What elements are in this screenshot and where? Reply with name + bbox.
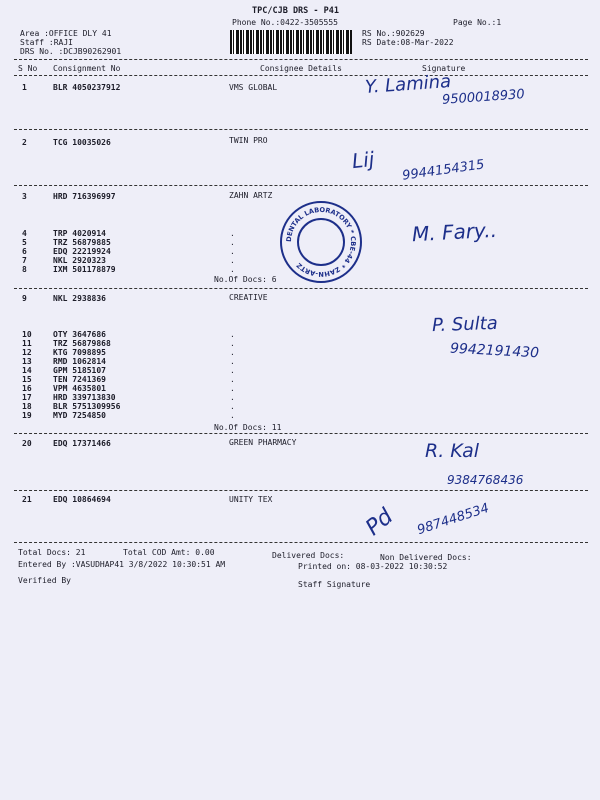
row-number: 3 [22, 192, 27, 201]
consignment-number: KTG 7098895 [53, 348, 106, 357]
consignment-number: OTY 3647686 [53, 330, 106, 339]
rs-date: RS Date:08-Mar-2022 [362, 38, 454, 47]
printed-on: Printed on: 08-03-2022 10:30:52 [298, 562, 448, 571]
consignment-number: EDQ 22219924 [53, 247, 111, 256]
staff-field: Staff :RAJI [20, 38, 73, 47]
divider [14, 59, 588, 60]
consignment-number: RMD 1062814 [53, 357, 106, 366]
consignment-number: TRZ 56879885 [53, 238, 111, 247]
consignment-number: HRD 339713830 [53, 393, 116, 402]
signature-1: Y. Lamina [364, 71, 452, 98]
row-number: 6 [22, 247, 27, 256]
row-number: 2 [22, 138, 27, 147]
row-number: 20 [22, 439, 32, 448]
consignment-number: BLR 4050237912 [53, 83, 121, 92]
row-number: 11 [22, 339, 32, 348]
phone-number: Phone No.:0422-3505555 [232, 18, 338, 27]
row-number: 4 [22, 229, 27, 238]
divider [14, 185, 588, 186]
divider [14, 433, 588, 434]
consignee-name: . [230, 339, 235, 348]
row-number: 7 [22, 256, 27, 265]
consignee-name: UNITY TEX [229, 495, 273, 504]
consignment-number: EDQ 17371466 [53, 439, 111, 448]
consignment-number: MYD 7254850 [53, 411, 106, 420]
consignee-name: . [230, 402, 235, 411]
consignment-number: BLR 5751309956 [53, 402, 121, 411]
divider [14, 490, 588, 491]
docs-count: No.Of Docs: 11 [214, 423, 282, 432]
consignee-name: . [230, 375, 235, 384]
row-number: 17 [22, 393, 32, 402]
col-header-signature: Signature [422, 64, 466, 73]
consignee-name: . [230, 238, 235, 247]
total-cod-amount: Total COD Amt: 0.00 [123, 548, 215, 557]
signature-2: Lij [350, 146, 376, 174]
consignment-number: GPM 5185107 [53, 366, 106, 375]
row-number: 21 [22, 495, 32, 504]
row-number: 16 [22, 384, 32, 393]
consignment-number: IXM 501178879 [53, 265, 116, 274]
divider [14, 75, 588, 76]
drs-number: DRS No. :DCJB90262901 [20, 47, 122, 56]
consignee-name: . [230, 384, 235, 393]
area-field: Area :OFFICE DLY 41 [20, 29, 112, 38]
signature-4: P. Sulta [431, 312, 499, 337]
total-docs: Total Docs: 21 [18, 548, 86, 557]
entered-by: Entered By :VASUDHAP41 3/8/2022 10:30:51 AM [18, 560, 226, 569]
consignment-number: HRD 716396997 [53, 192, 116, 201]
row-number: 14 [22, 366, 32, 375]
divider [14, 542, 588, 543]
dental-lab-stamp [280, 201, 362, 283]
delivered-docs: Delivered Docs: [272, 551, 345, 560]
row-number: 9 [22, 294, 27, 303]
signature-6-phone: 987448534 [415, 500, 491, 539]
consignment-number: NKL 2920323 [53, 256, 106, 265]
barcode [230, 30, 352, 54]
consignee-name: VMS GLOBAL [229, 83, 278, 92]
consignee-name: . [230, 357, 235, 366]
consignee-name: CREATIVE [229, 293, 268, 302]
consignee-name: ZAHN ARTZ [229, 191, 273, 200]
verified-by-label: Verified By [18, 576, 71, 585]
consignment-number: TRP 4020914 [53, 229, 106, 238]
divider [14, 129, 588, 130]
row-number: 18 [22, 402, 32, 411]
svg-text:DENTAL LABORATORY * CBE-44 * Z: DENTAL LABORATORY * CBE-44 * ZAHN-ARTZ [284, 205, 358, 279]
col-header-consignee: Consignee Details [260, 64, 342, 73]
consignment-number: TCG 10035026 [53, 138, 111, 147]
page-number: Page No.:1 [453, 18, 502, 27]
consignee-name: . [230, 247, 235, 256]
consignee-name: . [230, 411, 235, 420]
col-header-sno: S No [18, 64, 38, 73]
consignment-number: TEN 7241369 [53, 375, 106, 384]
row-number: 15 [22, 375, 32, 384]
row-number: 13 [22, 357, 32, 366]
staff-signature-label: Staff Signature [298, 580, 371, 589]
consignee-name: GREEN PHARMACY [229, 438, 297, 447]
signature-5: R. Kal [425, 440, 479, 462]
docs-count: No.Of Docs: 6 [214, 275, 277, 284]
consignee-name: . [230, 330, 235, 339]
document-title: TPC/CJB DRS - P41 [252, 6, 339, 16]
consignee-name: . [230, 366, 235, 375]
signature-5-phone: 9384768436 [447, 473, 524, 487]
row-number: 10 [22, 330, 32, 339]
non-delivered-docs: Non Delivered Docs: [380, 553, 472, 562]
row-number: 5 [22, 238, 27, 247]
signature-2-phone: 9944154315 [401, 157, 486, 184]
consignee-name: . [230, 348, 235, 357]
divider [14, 288, 588, 289]
signature-6: Pd [361, 504, 399, 541]
consignment-number: VPM 4635801 [53, 384, 106, 393]
signature-4-phone: 9942191430 [449, 340, 540, 362]
row-number: 12 [22, 348, 32, 357]
consignee-name: TWIN PRO [229, 136, 268, 145]
col-header-consignment: Consignment No [53, 64, 121, 73]
consignee-name: . [230, 265, 235, 274]
rs-number: RS No.:902629 [362, 29, 425, 38]
row-number: 8 [22, 265, 27, 274]
signature-1-phone: 9500018930 [441, 87, 526, 108]
consignment-number: TRZ 56879868 [53, 339, 111, 348]
row-number: 19 [22, 411, 32, 420]
signature-3: M. Fary.. [411, 217, 498, 247]
consignment-number: EDQ 10864694 [53, 495, 111, 504]
consignee-name: . [230, 256, 235, 265]
consignee-name: . [230, 229, 235, 238]
stamp-text-ring [282, 203, 360, 281]
row-number: 1 [22, 83, 27, 92]
consignment-number: NKL 2938836 [53, 294, 106, 303]
consignee-name: . [230, 393, 235, 402]
